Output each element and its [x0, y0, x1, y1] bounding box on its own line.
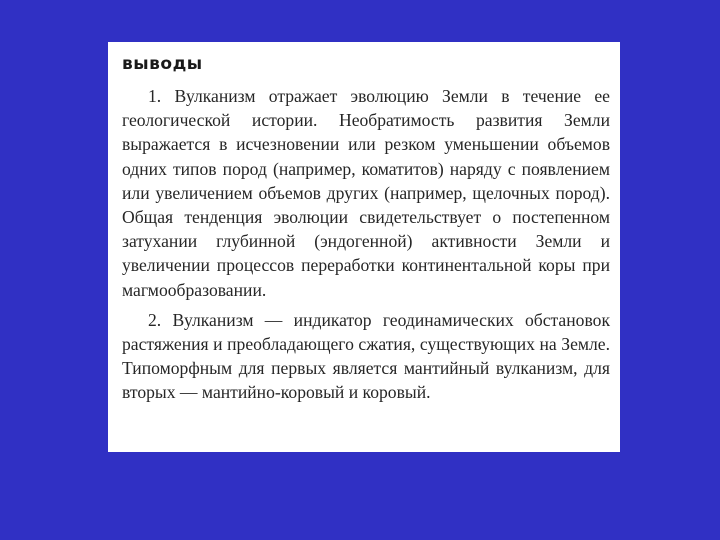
conclusion-paragraph-1: 1. Вулканизм отражает эволюцию Земли в течение ее геологической истории. Необратимость развития Земли выражается в исчезновении или резком уменьшении объемов одних типов пород (например, коматитов) наряду с появлением или увеличением объемов других (например, щелочных пород). Общая тенденция эволюции свидетельствует о постепенном затухании глубинной (эндогенной) активности Земли и увеличении процессов переработки континентальной коры при магмообразовании.: [122, 86, 610, 300]
document-card: [108, 42, 620, 452]
section-heading: выводы: [122, 54, 203, 74]
conclusion-paragraph-2: 2. Вулканизм — индикатор геодинамических обстановок растяжения и преобладающего сжатия, существующих на Земле. Типоморфным для первых является мантийный вулканизм, для вторых — мантийно-коровый и коровый.: [122, 309, 610, 403]
